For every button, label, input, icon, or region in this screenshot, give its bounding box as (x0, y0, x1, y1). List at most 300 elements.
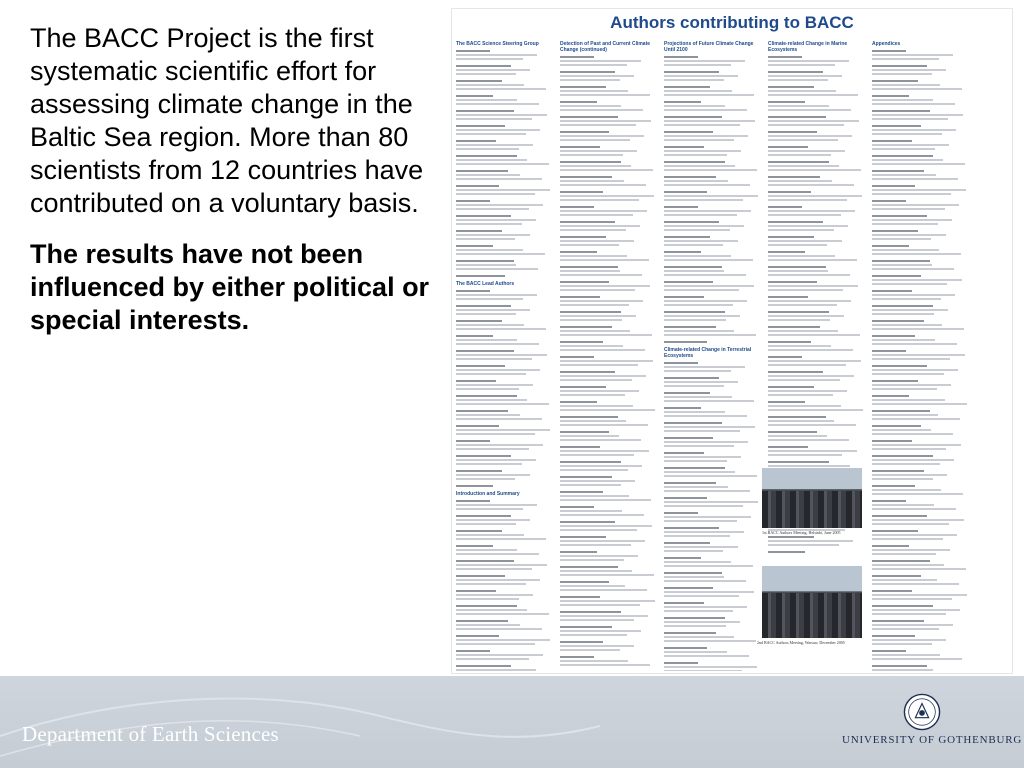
text-line (768, 259, 857, 261)
text-line (768, 86, 814, 88)
text-line (768, 420, 834, 422)
text-line (872, 418, 960, 420)
text-line (560, 660, 628, 662)
column-subheading: Climate-related Change in Terrestrial Ecosystems (664, 347, 752, 359)
text-line (664, 236, 710, 238)
text-line (872, 553, 936, 555)
text-line (560, 296, 600, 298)
text-line (664, 452, 704, 454)
text-line (664, 377, 719, 379)
text-line (456, 140, 496, 142)
text-line (456, 320, 502, 322)
text-line (456, 523, 516, 525)
text-line (560, 630, 641, 632)
text-line (456, 425, 499, 427)
text-line (872, 268, 954, 270)
text-line (664, 244, 723, 246)
text-line (456, 534, 524, 536)
text-line (456, 118, 532, 120)
text-line (456, 69, 530, 71)
text-line (560, 424, 648, 426)
text-line (872, 328, 964, 330)
text-line (456, 178, 542, 180)
text-line (456, 365, 505, 367)
text-line (664, 180, 728, 182)
text-line (872, 204, 959, 206)
text-line (456, 110, 514, 112)
column-heading: Detection of Past and Current Climate Change (continued) (560, 41, 651, 53)
text-line (456, 410, 508, 412)
text-line (768, 270, 828, 272)
text-line (456, 429, 550, 431)
text-line (560, 255, 627, 257)
text-line (664, 655, 749, 657)
text-line (872, 275, 921, 277)
text-line (456, 350, 514, 352)
text-line (768, 221, 823, 223)
text-line (560, 319, 622, 321)
university-seal-icon (903, 693, 941, 731)
text-line (768, 341, 811, 343)
text-line (872, 50, 906, 52)
text-line (456, 133, 526, 135)
text-line (872, 568, 966, 570)
text-line (872, 95, 909, 97)
text-line (768, 356, 802, 358)
text-line (664, 415, 747, 417)
column-subheading: The BACC Lead Authors (456, 281, 515, 287)
text-line (664, 116, 722, 118)
text-line (664, 101, 701, 103)
text-line (560, 540, 645, 542)
text-line (560, 139, 630, 141)
text-line (560, 431, 609, 433)
text-line (664, 184, 750, 186)
text-line (560, 615, 648, 617)
text-line (768, 386, 814, 388)
text-line (664, 315, 740, 317)
text-line (664, 512, 698, 514)
text-line (456, 343, 539, 345)
text-line (664, 501, 758, 503)
text-line (560, 131, 609, 133)
text-line (456, 163, 549, 165)
text-line (872, 320, 924, 322)
author-list (456, 50, 554, 277)
text-line (872, 65, 927, 67)
text-line (664, 146, 704, 148)
text-line (456, 448, 529, 450)
text-line (560, 79, 620, 81)
text-line (560, 405, 633, 407)
text-line (768, 75, 842, 77)
text-line (560, 120, 651, 122)
text-line (872, 178, 958, 180)
text-line (664, 482, 716, 484)
text-line (872, 170, 924, 172)
text-line (664, 595, 739, 597)
text-line (456, 170, 508, 172)
text-line (872, 163, 965, 165)
text-line (560, 240, 634, 242)
text-line (560, 165, 631, 167)
text-line (768, 461, 829, 463)
text-line (872, 129, 956, 131)
text-line (560, 221, 615, 223)
text-line (872, 463, 940, 465)
text-line (560, 135, 644, 137)
text-line (560, 446, 600, 448)
text-line (560, 544, 631, 546)
text-line (768, 199, 847, 201)
text-line (560, 536, 606, 538)
text-line (872, 440, 912, 442)
text-line (456, 189, 550, 191)
column-heading: The BACC Science Steering Group (456, 41, 539, 47)
text-line (872, 118, 948, 120)
text-line (768, 225, 848, 227)
text-line (872, 508, 956, 510)
text-line (664, 520, 737, 522)
text-line (768, 131, 817, 133)
text-line (664, 467, 725, 469)
text-line (872, 549, 950, 551)
text-line (872, 605, 933, 607)
text-line (560, 649, 620, 651)
text-line (456, 88, 546, 90)
text-line (560, 304, 629, 306)
text-line (872, 358, 950, 360)
text-line (456, 305, 511, 307)
text-line (768, 315, 844, 317)
text-line (664, 221, 719, 223)
text-line (664, 385, 724, 387)
university-name: UNIVERSITY OF GOTHENBURG (842, 734, 1023, 746)
text-line (456, 294, 537, 296)
text-line (664, 199, 743, 201)
text-line (560, 596, 600, 598)
text-line (560, 559, 624, 561)
authors-poster (451, 8, 1013, 674)
text-line (872, 395, 909, 397)
text-line (768, 345, 831, 347)
text-line (872, 365, 927, 367)
text-line (664, 632, 716, 634)
text-line (560, 281, 609, 283)
text-line (872, 620, 924, 622)
photo-caption: 2nd BACC Authors Meeting, Warsaw, December 2005 (757, 640, 845, 645)
text-line (664, 426, 755, 428)
text-line (456, 95, 493, 97)
text-line (664, 109, 747, 111)
text-line (768, 540, 853, 542)
text-line (664, 381, 738, 383)
text-line (560, 600, 655, 602)
text-line (768, 71, 823, 73)
text-line (872, 523, 949, 525)
text-line (664, 490, 750, 492)
text-line (456, 249, 523, 251)
text-line (560, 416, 618, 418)
text-line (456, 654, 543, 656)
text-line (664, 64, 731, 66)
text-line (872, 298, 941, 300)
text-line (560, 154, 623, 156)
text-line (872, 73, 932, 75)
text-line (664, 636, 734, 638)
text-line (768, 300, 851, 302)
text-line (664, 79, 724, 81)
text-line (664, 546, 738, 548)
text-line (664, 135, 748, 137)
text-line (768, 56, 802, 58)
text-line (872, 350, 906, 352)
text-line (872, 114, 963, 116)
text-line (456, 635, 499, 637)
text-line (664, 255, 731, 257)
text-line (456, 65, 511, 67)
text-line (768, 375, 854, 377)
text-line (456, 339, 517, 341)
text-line (664, 561, 731, 563)
text-line (768, 206, 802, 208)
text-line (768, 289, 843, 291)
text-line (456, 564, 547, 566)
text-line (872, 485, 915, 487)
text-line (664, 531, 744, 533)
text-line (456, 643, 535, 645)
text-line (872, 343, 957, 345)
text-line (560, 150, 637, 152)
text-line (664, 486, 728, 488)
text-line (664, 161, 725, 163)
text-line (560, 289, 635, 291)
text-line (456, 418, 542, 420)
text-line (456, 58, 523, 60)
text-line (560, 311, 621, 313)
text-line (560, 574, 654, 576)
text-line (560, 641, 603, 643)
text-line (872, 264, 932, 266)
text-line (872, 628, 939, 630)
text-line (768, 454, 842, 456)
text-line (456, 103, 539, 105)
text-line (872, 80, 918, 82)
text-line (768, 94, 858, 96)
text-line (872, 290, 912, 292)
text-line (456, 185, 499, 187)
text-line (872, 654, 940, 656)
text-line (664, 210, 751, 212)
text-line (664, 535, 730, 537)
text-line (872, 504, 934, 506)
text-line (560, 454, 634, 456)
text-line (872, 613, 946, 615)
text-line (768, 446, 808, 448)
text-line (768, 195, 862, 197)
text-line (560, 604, 640, 606)
text-line (560, 176, 612, 178)
text-line (768, 394, 833, 396)
text-line (664, 270, 724, 272)
text-line (664, 274, 746, 276)
text-line (872, 193, 951, 195)
text-line (768, 544, 839, 546)
text-line (872, 598, 952, 600)
text-line (560, 94, 650, 96)
text-line (664, 550, 723, 552)
text-line (872, 373, 944, 375)
text-line (560, 225, 640, 227)
text-line (872, 470, 924, 472)
text-line (456, 620, 508, 622)
text-line (768, 304, 837, 306)
text-line (560, 465, 642, 467)
slide-body-text (30, 22, 430, 355)
text-line (560, 570, 632, 572)
text-line (560, 514, 644, 516)
text-line (768, 435, 827, 437)
text-line (872, 530, 918, 532)
text-line (664, 422, 722, 424)
text-line (768, 180, 832, 182)
text-line (768, 154, 831, 156)
text-line (768, 266, 826, 268)
text-line (456, 144, 533, 146)
text-line (664, 169, 757, 171)
text-line (560, 75, 634, 77)
text-line (768, 165, 839, 167)
text-line (664, 666, 757, 668)
text-line (560, 229, 626, 231)
text-line (560, 555, 638, 557)
text-line (560, 285, 650, 287)
text-line (456, 433, 535, 435)
text-line (872, 159, 943, 161)
text-line (872, 133, 942, 135)
text-line (768, 60, 849, 62)
text-line (768, 176, 820, 178)
text-line (560, 330, 630, 332)
text-line (664, 259, 753, 261)
text-line (768, 210, 855, 212)
text-line (560, 469, 628, 471)
text-line (872, 669, 933, 671)
text-line (560, 581, 609, 583)
text-line (456, 200, 490, 202)
text-line (456, 470, 502, 472)
text-line (768, 364, 846, 366)
text-line (560, 375, 646, 377)
text-line (872, 429, 931, 431)
text-line (664, 662, 698, 664)
text-line (560, 86, 606, 88)
text-line (664, 437, 713, 439)
text-line (768, 330, 838, 332)
text-line (664, 640, 756, 642)
text-line (872, 474, 947, 476)
text-line (664, 647, 707, 649)
text-line (560, 90, 628, 92)
text-line (664, 131, 713, 133)
text-line (456, 575, 505, 577)
text-line (560, 274, 642, 276)
text-line (872, 245, 909, 247)
text-line (872, 399, 945, 401)
text-line (456, 440, 490, 442)
poster-title: Authors contributing to BACC (610, 13, 854, 32)
text-line (456, 399, 527, 401)
text-line (768, 379, 840, 381)
text-line (664, 229, 730, 231)
text-line (456, 358, 532, 360)
text-line (872, 478, 933, 480)
text-line (560, 195, 654, 197)
text-line (768, 281, 817, 283)
text-line (872, 583, 959, 585)
text-line (872, 294, 955, 296)
text-line (560, 184, 646, 186)
text-line (872, 103, 955, 105)
text-line (560, 495, 629, 497)
text-line (872, 174, 936, 176)
author-list (664, 362, 762, 671)
text-line (872, 665, 927, 667)
text-line (872, 223, 938, 225)
text-line (456, 54, 537, 56)
text-line (456, 73, 516, 75)
text-line (456, 463, 522, 465)
author-list (456, 290, 554, 487)
text-line (456, 665, 511, 667)
text-line (872, 84, 940, 86)
text-line (456, 174, 520, 176)
text-line (768, 401, 805, 403)
text-line (560, 656, 594, 658)
text-line (560, 435, 619, 437)
text-line (456, 260, 514, 262)
text-line (456, 223, 522, 225)
text-line (560, 300, 643, 302)
text-line (872, 380, 918, 382)
column-heading: Projections of Future Climate Change Until 2100 (664, 41, 754, 53)
text-line (872, 534, 957, 536)
text-line (456, 114, 547, 116)
text-line (560, 64, 627, 66)
text-line (872, 125, 921, 127)
text-line (560, 349, 645, 351)
text-line (664, 527, 719, 529)
text-line (768, 240, 842, 242)
text-line (560, 364, 638, 366)
text-line (872, 324, 942, 326)
text-line (768, 135, 852, 137)
text-line (664, 304, 733, 306)
text-line (872, 658, 962, 660)
text-line (664, 191, 707, 193)
text-line (872, 493, 963, 495)
text-line (560, 379, 632, 381)
text-line (768, 431, 817, 433)
text-line (560, 360, 653, 362)
text-line (768, 424, 856, 426)
text-line (664, 176, 716, 178)
text-line (872, 590, 912, 592)
author-list (872, 50, 970, 671)
text-line (664, 411, 725, 413)
text-line (560, 589, 647, 591)
text-line (872, 230, 918, 232)
